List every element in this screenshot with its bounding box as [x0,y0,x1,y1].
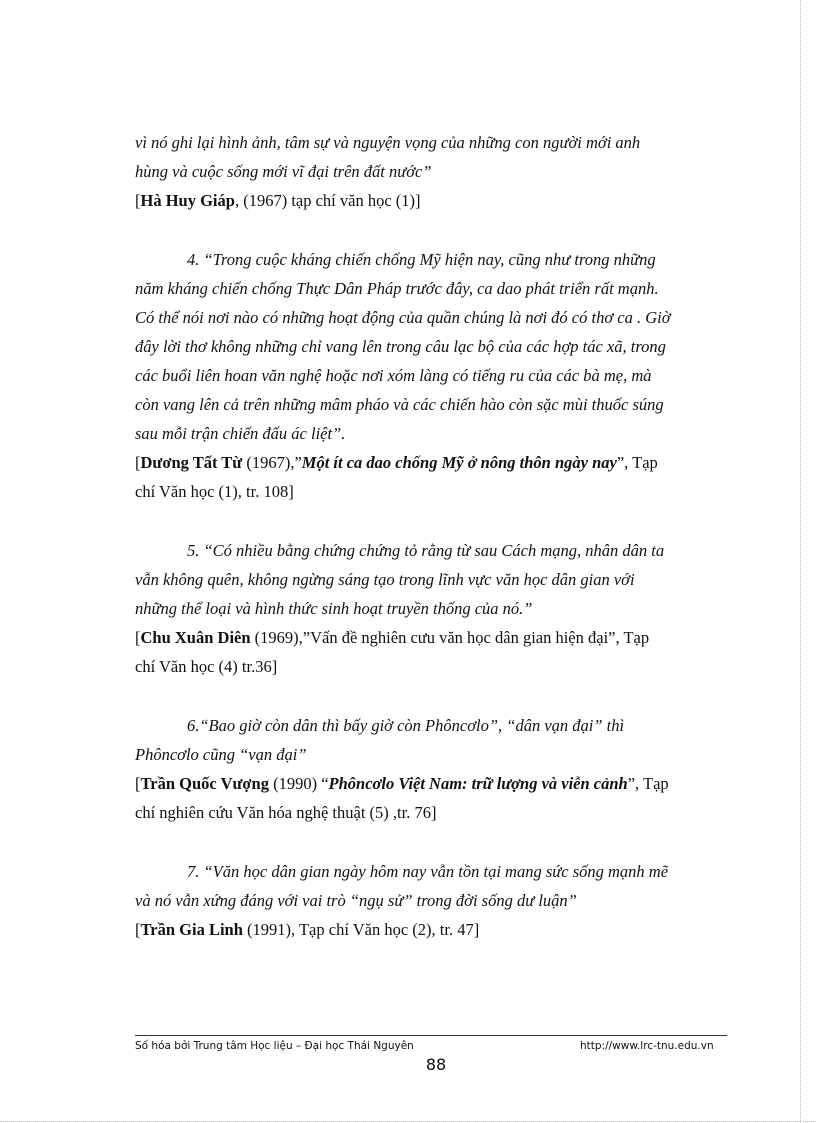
quote-line [135,390,735,419]
quote-entry [135,245,735,536]
quote-text: năm kháng chiến chống Thực Dân Pháp trước đây, ca dao phát triển rất mạnh. [135,279,659,298]
citation-author: Trần Quốc Vượng [140,774,269,793]
citation-year: (1967),” [242,453,302,472]
citation-source: ”, Tạp [627,774,669,793]
quote-line [135,361,735,390]
quote-text: hùng và cuộc sống mới vĩ đại trên đất nước” [135,162,432,181]
entry-spacer [135,827,735,857]
citation-title: Phôncơlo Việt Nam: trữ lượng và viễn cảnh [328,774,628,793]
quote-text: những thể loại và hình thức sinh hoạt truyền thống của nó.” [135,599,533,618]
document-body [135,128,735,944]
citation [135,915,735,944]
quote-line [135,245,735,274]
citation-source: ”, Tạp [616,453,658,472]
quote-text: “Trong cuộc kháng chiến chống Mỹ hiện nay, cũng như trong những [203,250,656,269]
quote-text: vẫn không quên, không ngừng sáng tạo trong lĩnh vực văn học dân gian với [135,570,635,589]
entry-spacer [135,681,735,711]
citation [135,769,735,798]
quote-line [135,274,735,303]
quote-text: các buổi liên hoan văn nghệ hoặc nơi xóm làng có tiếng ru của các bà mẹ, mà [135,366,652,385]
quote-text: “Bao giờ còn dân thì bấy giờ còn Phôncơlo”, “dân vạn đại” thì [199,716,625,735]
citation [135,186,735,215]
quote-text: đây lời thơ không những chỉ vang lên trong câu lạc bộ của các hợp tác xã, trong [135,337,666,356]
quote-line [135,128,735,157]
entry-number: 6. [187,716,200,735]
quote-line [135,536,735,565]
citation-author: Dương Tất Từ [140,453,243,472]
citation-bracket: [ [135,191,141,210]
quote-text: Phôncơlo cũng “vạn đại” [135,745,307,764]
quote-line [135,419,735,448]
page-number: 88 [425,1055,447,1074]
quote-line [135,157,735,186]
quote-line [135,565,735,594]
citation-year: (1990) “ [268,774,329,793]
citation-continuation: chí Văn học (1), tr. 108] [135,482,294,501]
quote-entry [135,711,735,857]
quote-text: Có thể nói nơi nào có những hoạt động của quần chúng là nơi đó có thơ ca . Giờ [135,308,671,327]
quote-text: và nó vẫn xứng đáng với vai trò “ngụ sử” trong đời sống dư luận” [135,891,577,910]
quote-line [135,886,735,915]
footer-source: Số hóa bởi Trung tâm Học liệu – Đại học Thái Nguyên [135,1040,414,1052]
footer-divider [135,1035,727,1036]
quote-text: vì nó ghi lại hình ảnh, tâm sự và nguyện vọng của những con người mới anh [135,133,641,152]
citation-title: Một ít ca dao chống Mỹ ở nông thôn ngày nay [301,453,617,472]
citation-author: Trần Gia Linh [140,920,243,939]
citation [135,448,735,477]
quote-line [135,303,735,332]
citation-year: (1969),”Vấn đề nghiên cưu văn học dân gian hiện đại”, Tạp [250,628,650,647]
citation-bracket: [ [135,628,141,647]
citation-bracket: [ [135,774,141,793]
quote-line [135,594,735,623]
citation-year: (1991), Tạp chí Văn học (2), tr. 47] [242,920,480,939]
entry-number: 5. [187,541,204,560]
entry-spacer [135,215,735,245]
quote-entry [135,857,735,944]
citation-bracket: [ [135,453,141,472]
quote-line [135,711,735,740]
citation-bracket: [ [135,920,141,939]
quote-text: còn vang lên cả trên những mâm pháo và các chiến hào còn sặc mùi thuốc súng [135,395,664,414]
quote-line [135,857,735,886]
quote-text: sau mỗi trận chiến đấu ác liệt”. [135,424,346,443]
page-edge-bottom [0,1121,816,1122]
entry-number: 7. [187,862,204,881]
quote-text: “Có nhiều bằng chứng chứng tỏ rằng từ sau Cách mạng, nhân dân ta [203,541,665,560]
footer-url: http://www.lrc-tnu.edu.vn [580,1040,714,1052]
citation-continuation: chí Văn học (4) tr.36] [135,657,278,676]
entry-number: 4. [187,250,204,269]
entry-spacer [135,506,735,536]
quote-line [135,740,735,769]
page-edge-right [800,0,801,1123]
citation [135,623,735,652]
citation-author: Hà Huy Giáp [140,191,235,210]
quote-line [135,332,735,361]
citation-year: , (1967) tạp chí văn học (1)] [234,191,421,210]
quote-entry [135,128,735,245]
citation-author: Chu Xuân Diên [140,628,251,647]
quote-text: “Văn học dân gian ngày hôm nay vẫn tồn tại mang sức sống mạnh mẽ [203,862,669,881]
citation-continuation: chí nghiên cứu Văn hóa nghệ thuật (5) ,tr. 76] [135,803,437,822]
quote-entry [135,536,735,711]
